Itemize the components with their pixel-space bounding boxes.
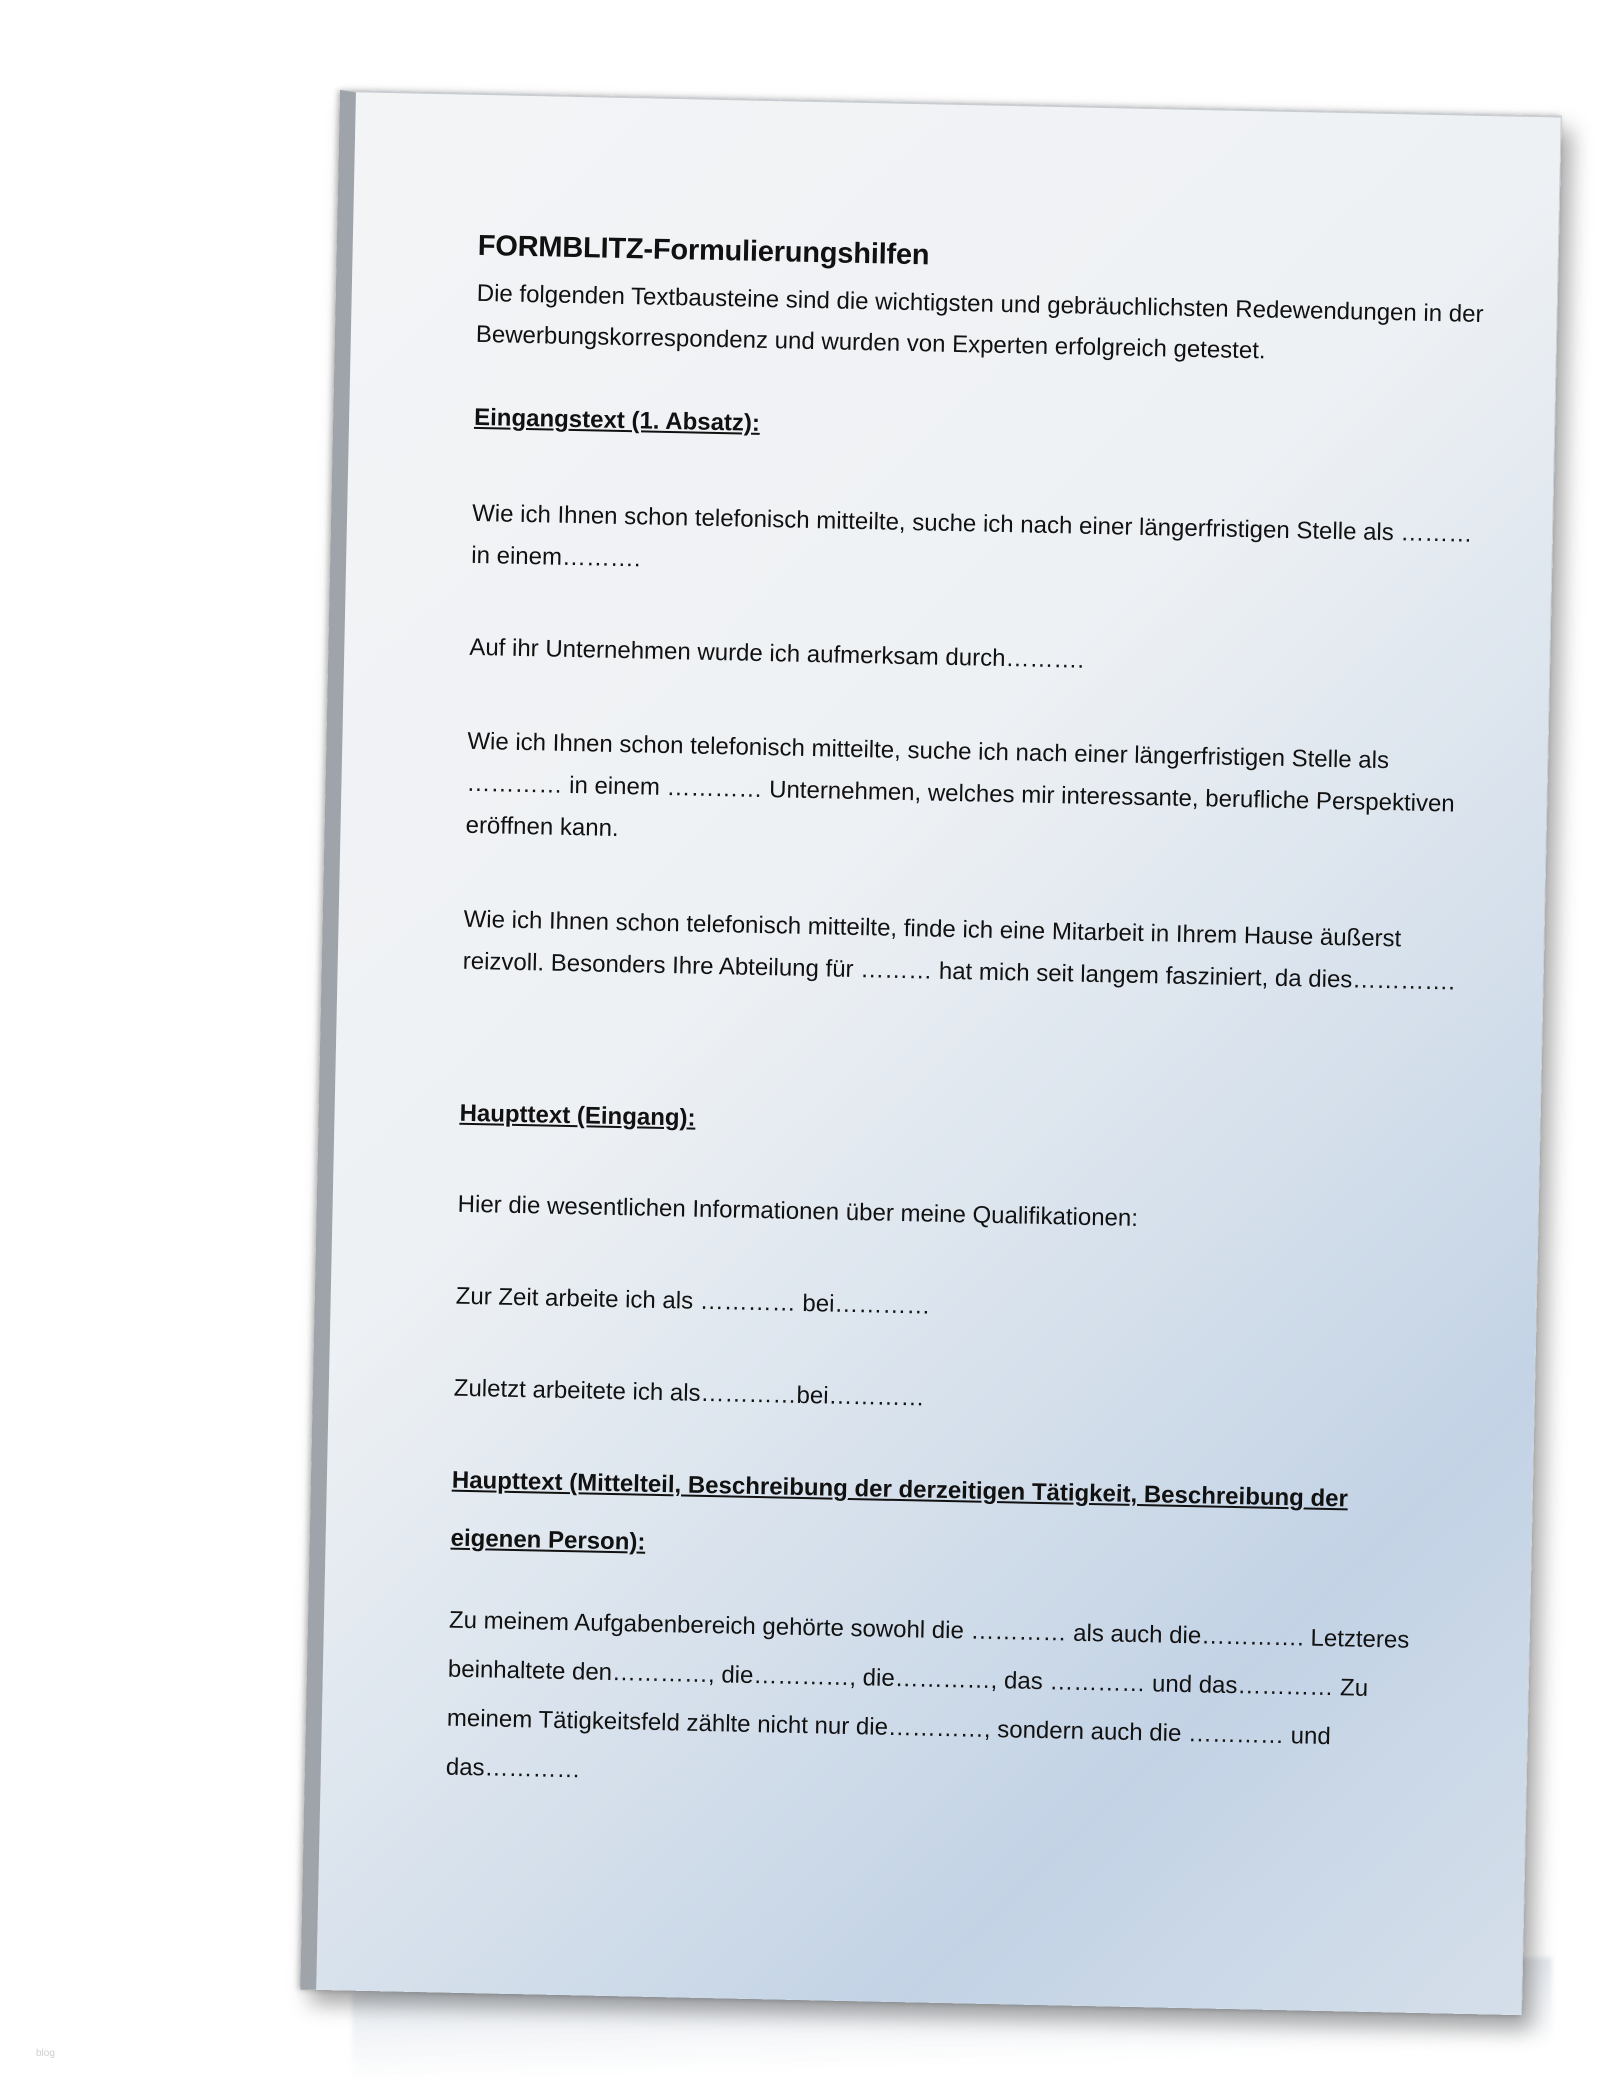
document-title: FORMBLITZ-Formulierungshilfen	[477, 229, 930, 272]
document-page	[300, 90, 1562, 2015]
paragraph: Hier die wesentlichen Informationen über meine Qualifikationen:	[457, 1190, 1139, 1232]
paragraph: Wie ich Ihnen schon telefonisch mitteilte, finde ich eine Mitarbeit in Ihrem Hause äußerst reizvoll. Besonders Ihre Abteilung für ……… hat mich seit langem fasziniert, da dies………….	[462, 905, 1456, 996]
document-content	[445, 230, 1497, 1813]
paragraph: Auf ihr Unternehmen wurde ich aufmerksam durch……….	[469, 633, 1085, 674]
section-heading-haupttext-mittelteil: Haupttext (Mittelteil, Beschreibung der derzeitigen Tätigkeit, Beschreibung der eigenen Person):	[450, 1466, 1349, 1556]
watermark-text: blog	[36, 2048, 55, 2059]
paragraph: Zur Zeit arbeite ich als ………… bei…………	[455, 1282, 931, 1320]
section-heading-haupttext-eingang: Haupttext (Eingang):	[459, 1099, 696, 1132]
section-heading-eingangstext: Eingangstext (1. Absatz):	[473, 403, 761, 437]
paragraph: Wie ich Ihnen schon telefonisch mitteilte, suche ich nach einer längerfristigen Stelle als ……… in einem……….	[471, 499, 1473, 573]
intro-paragraph: Die folgenden Textbausteine sind die wichtigsten und gebräuchlichsten Redewendungen in der Bewerbungskorrespondenz und wurden von Experten erfolgreich getestet.	[475, 279, 1484, 365]
paragraph: Zuletzt arbeitete ich als…………bei…………	[453, 1374, 925, 1412]
paragraph: Wie ich Ihnen schon telefonisch mitteilte, suche ich nach einer längerfristigen Stelle als ………… in einem ………… Unternehmen, welches mir interessante, berufliche Perspektiven eröffnen kann.	[465, 727, 1455, 842]
paragraph: Zu meinem Aufgabenbereich gehörte sowohl die ………… als auch die…………. Letzteres beinhaltete den…………, die…………, die…………, das ………… und das………… Zu meinem Tätigkeitsfeld zählte nicht nur die…………, sondern auch die ………… und das…………	[445, 1606, 1410, 1784]
